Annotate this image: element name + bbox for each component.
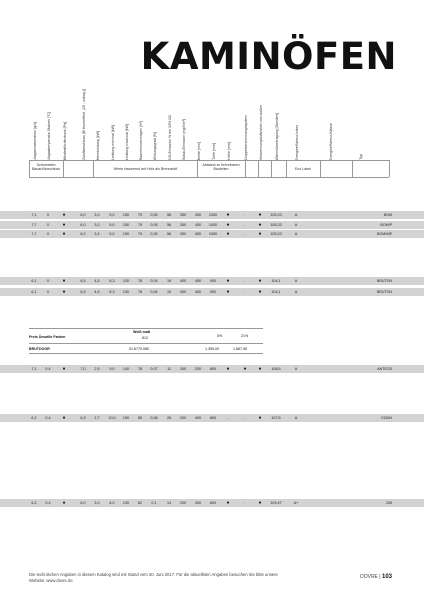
table-cell: 200: [179, 367, 187, 371]
table-cell: 450: [194, 290, 202, 294]
table-cell: 1000: [208, 223, 218, 227]
table-cell: A: [294, 279, 298, 283]
column-header-label: CO-Emission % bei 13% O2: [168, 114, 172, 160]
model-name: BOM/P: [380, 223, 392, 227]
table-cell: -: [244, 213, 246, 217]
page-number: [360, 574, 392, 580]
table-row: [0, 230, 424, 238]
table-cell: 6,2: [31, 416, 37, 420]
table-cell: 7,7: [31, 232, 37, 236]
footer-line-2: Website: www.dovre.de: [29, 578, 73, 584]
price-table-rule-mid: [29, 343, 263, 344]
table-cell: 79: [137, 223, 143, 227]
table-cell: 0: [46, 213, 50, 217]
table-cell: ●: [226, 500, 230, 506]
footer-note: [29, 572, 278, 584]
table-row: [0, 277, 424, 285]
table-cell: 14: [166, 501, 172, 505]
table-cell: 0: [46, 290, 50, 294]
column-header: [326, 88, 339, 160]
table-cell: 4,5: [94, 279, 100, 283]
table-cell: A: [294, 290, 298, 294]
table-cell: 400: [194, 416, 202, 420]
column-header: [356, 88, 369, 160]
table-cell: 6,5: [80, 279, 86, 283]
table-cell: 0,05: [150, 223, 158, 227]
column-header-label: Energieeffizienz-Klasse: [329, 122, 333, 160]
table-cell: 7,7: [31, 223, 37, 227]
table-cell: A: [294, 213, 298, 217]
column-header-label: Abgastemperatur Stutzen [°C]: [47, 112, 51, 160]
table-row: [0, 221, 424, 229]
table-cell: 105,33: [270, 223, 282, 227]
table-row: [0, 414, 424, 422]
model-name: BOM: [383, 213, 392, 217]
table-cell: ●: [258, 278, 262, 284]
table-cell: -: [244, 223, 246, 227]
table-cell: 80: [137, 416, 143, 420]
column-header-label: Leistung minimal [kW]: [111, 124, 115, 160]
header-top-rule: [29, 160, 389, 161]
model-name: ANTEOS: [377, 367, 392, 371]
table-cell: 105,33: [270, 213, 282, 217]
table-cell: 350: [179, 232, 187, 236]
column-header: [122, 88, 135, 160]
column-rule: [245, 160, 246, 177]
table-cell: 8,3: [109, 290, 115, 294]
table-cell: 350: [179, 213, 187, 217]
table-cell: -: [244, 290, 246, 294]
table-cell: ●: [258, 500, 262, 506]
column-header: [209, 88, 222, 160]
table-cell: 150: [122, 232, 130, 236]
column-header: [44, 88, 57, 160]
header-bottom-rule: [29, 177, 389, 178]
table-cell: 109,47: [270, 501, 282, 505]
table-cell: 108,5: [271, 367, 281, 371]
column-rule: [258, 160, 259, 177]
table-cell: 6,0: [80, 213, 86, 217]
column-header-label: Typ: [359, 154, 363, 160]
table-cell: 800: [209, 501, 217, 505]
price-table-row-code: 01.6770.080: [129, 347, 149, 351]
table-cell: A: [294, 367, 298, 371]
table-row: [0, 365, 424, 373]
column-header: [179, 88, 192, 160]
table-cell: ●: [258, 415, 262, 421]
table-cell: 56: [166, 232, 172, 236]
table-cell: 28: [166, 416, 172, 420]
price-table-row-model: BRUTDOOR: [29, 347, 50, 351]
table-cell: 6,9: [80, 416, 86, 420]
column-header-label: Leistung maximal [kW]: [125, 123, 129, 160]
page-brand: DOVRE: [360, 574, 378, 580]
table-cell: ●: [258, 222, 262, 228]
price-table-header-4: 21%: [241, 334, 249, 338]
table-cell: 3,0: [94, 213, 100, 217]
column-header-label: Mindestförderdruck [Pa]: [63, 121, 67, 160]
table-cell: ●: [258, 366, 262, 372]
table-cell: A: [294, 416, 298, 420]
table-cell: 6,5: [80, 290, 86, 294]
column-header-label: Breite [mm]: [197, 141, 201, 160]
table-cell: 0,4: [45, 501, 51, 505]
table-cell: 56: [166, 223, 172, 227]
table-cell: 6,1: [31, 290, 37, 294]
price-table-row-price1: 1.395,00: [205, 347, 219, 351]
column-rule: [389, 160, 390, 177]
column-header: [150, 88, 163, 160]
table-cell: 150: [122, 213, 130, 217]
table-cell: ●: [62, 366, 66, 372]
column-header-label: Staub-Emission [mg/Nm³]: [182, 119, 186, 160]
column-rule: [320, 160, 321, 177]
column-header-label: Tiefe [mm]: [212, 143, 216, 160]
table-cell: 7,1: [31, 213, 37, 217]
column-header-label: Nennleistung [kW]: [96, 130, 100, 160]
column-header: [60, 88, 73, 160]
column-header: [93, 88, 106, 160]
table-cell: 104,1: [271, 290, 281, 294]
table-cell: 79: [137, 213, 143, 217]
table-cell: 200: [179, 501, 187, 505]
price-table-row-price2: 1.687,95: [233, 347, 247, 351]
column-header-label: Abgasmassestrom [g/s]: [33, 122, 37, 160]
table-cell: 6,1: [31, 279, 37, 283]
table-cell: 0: [46, 279, 50, 283]
table-cell: ●: [258, 212, 262, 218]
table-cell: 1000: [208, 232, 218, 236]
page-number-value: 103: [381, 574, 392, 580]
table-cell: 0: [46, 223, 50, 227]
table-cell: 4,5: [94, 290, 100, 294]
subheader-abstand: Abstand zu brennbaren Bauteilen: [202, 163, 240, 172]
table-cell: ●: [62, 289, 66, 295]
column-header: [30, 88, 43, 160]
table-cell: 150: [122, 223, 130, 227]
table-cell: ●: [62, 212, 66, 218]
price-table-rule-bottom: [29, 353, 263, 354]
table-cell: 3,0: [94, 223, 100, 227]
table-cell: 800: [209, 416, 217, 420]
table-cell: 350: [179, 223, 187, 227]
table-cell: 82: [137, 501, 143, 505]
table-cell: 5,0: [109, 223, 115, 227]
table-cell: 78: [137, 279, 143, 283]
table-cell: 19: [166, 279, 172, 283]
table-cell: 78: [137, 367, 143, 371]
table-cell: 400: [179, 279, 187, 283]
subheader-brennstoff: Werte basierend auf Holz als Brennstoff: [113, 167, 178, 171]
table-cell: 107,5: [271, 416, 281, 420]
column-header: [292, 88, 305, 160]
table-cell: ●: [62, 231, 66, 237]
table-cell: ●: [226, 222, 230, 228]
column-header: [256, 88, 269, 160]
table-cell: 200: [179, 416, 187, 420]
table-cell: 104,1: [271, 279, 281, 283]
table-cell: 0,04: [150, 290, 158, 294]
table-cell: 800: [209, 367, 217, 371]
table-cell: ●: [226, 278, 230, 284]
table-cell: -: [244, 416, 246, 420]
price-table-header-3: 0%: [217, 334, 223, 338]
table-cell: 56: [166, 213, 172, 217]
table-cell: 11: [167, 367, 171, 371]
table-cell: 6,2: [31, 501, 37, 505]
table-cell: 8,0: [109, 501, 115, 505]
column-header: [79, 88, 92, 160]
table-cell: ●: [226, 212, 230, 218]
table-cell: -: [244, 501, 246, 505]
column-header: [241, 88, 254, 160]
table-cell: 400: [194, 501, 202, 505]
table-cell: 0,05: [150, 213, 158, 217]
column-rule: [352, 160, 353, 177]
table-row: [0, 499, 424, 507]
table-cell: 450: [194, 279, 202, 283]
table-cell: 3,4: [94, 232, 100, 236]
table-cell: 450: [194, 213, 202, 217]
model-name: 206: [386, 501, 392, 505]
table-cell: 130: [122, 290, 130, 294]
table-cell: 7,0: [80, 367, 86, 371]
table-cell: 105,33: [270, 232, 282, 236]
table-cell: A: [294, 232, 298, 236]
table-cell: 400: [179, 290, 187, 294]
column-header: [272, 88, 285, 160]
table-cell: -: [244, 279, 246, 283]
table-cell: 200: [194, 367, 202, 371]
footer-line-1: Die technischen Angaben in diesem Katalog sind mit Stand vom 30. Juni 2017. Für die aktuellsten Angaben besuchen Sie bitte unsere: [29, 572, 278, 577]
table-cell: 130: [122, 279, 130, 283]
table-cell: 0,07: [150, 367, 158, 371]
table-cell: 2,7: [94, 416, 100, 420]
price-table-rule-top: [29, 328, 263, 329]
table-row: [0, 288, 424, 296]
table-cell: A: [294, 223, 298, 227]
table-cell: ●: [62, 278, 66, 284]
model-name: BOM/WE: [377, 232, 392, 236]
column-header: [108, 88, 121, 160]
table-cell: 0,4: [45, 367, 51, 371]
table-cell: A+: [293, 501, 299, 505]
subheader-schornstein: Schornstein Bauart/Anschluss: [32, 163, 60, 172]
model-name: BRUTON: [376, 290, 392, 294]
table-cell: 130: [122, 501, 130, 505]
price-table-header-2a: Weiß matt: [133, 330, 151, 334]
table-cell: 900: [209, 290, 217, 294]
table-cell: 19: [166, 290, 172, 294]
column-header-label: Doppelverbrennungssystem: [244, 115, 248, 160]
column-header-label: Wärmeübertragung [Stunden]: [275, 112, 279, 160]
table-cell: 450: [194, 223, 202, 227]
table-cell: 6,0: [80, 223, 86, 227]
table-cell: 6,0: [80, 232, 86, 236]
table-cell: 150: [122, 416, 130, 420]
table-cell: 8,3: [109, 279, 115, 283]
table-cell: ●: [243, 366, 247, 372]
table-cell: 78: [137, 290, 143, 294]
column-header-label: Verbrennungsluftzufuhr von außen: [259, 104, 263, 160]
table-cell: 9,0: [109, 367, 115, 371]
table-cell: -: [227, 416, 229, 420]
model-name: EZ694: [381, 416, 392, 420]
table-cell: -: [244, 232, 246, 236]
model-name: BRUTON: [376, 279, 392, 283]
column-header-label: Wirkungsgrad [%]: [153, 131, 157, 160]
page-sep: |: [379, 574, 381, 580]
table-cell: 0,05: [150, 232, 158, 236]
table-cell: 0,04: [150, 279, 158, 283]
table-cell: ●: [62, 500, 66, 506]
column-header-label: Höhe [mm]: [227, 142, 231, 160]
column-header-label: Zuluftanschluss [Ø Hocheffekt. (25 - notwg.)]: [82, 88, 86, 160]
table-cell: ●: [226, 366, 230, 372]
column-header: [224, 88, 237, 160]
table-cell: ●: [258, 231, 262, 237]
table-cell: 7,1: [31, 367, 37, 371]
column-header-label: Raumheizvermögen [m³]: [139, 120, 143, 160]
column-header: [194, 88, 207, 160]
table-cell: 10,0: [108, 416, 116, 420]
table-cell: 0,08: [150, 416, 158, 420]
table-cell: 79: [137, 232, 143, 236]
table-cell: 0,4: [45, 416, 51, 420]
table-cell: 2,5: [94, 367, 100, 371]
table-cell: 140: [122, 367, 130, 371]
column-header-label: Energieeffizienz-Index: [295, 124, 299, 160]
table-cell: ●: [226, 289, 230, 295]
table-row: [0, 211, 424, 219]
table-cell: ●: [258, 289, 262, 295]
subheader-ecolabel: Eco Label: [295, 167, 311, 171]
table-cell: 5,0: [109, 232, 115, 236]
table-cell: ●: [62, 222, 66, 228]
table-cell: 900: [209, 279, 217, 283]
table-cell: ●: [226, 231, 230, 237]
price-table-header-2b: 812: [142, 336, 148, 340]
table-cell: 1000: [208, 213, 218, 217]
table-cell: 5,0: [109, 213, 115, 217]
table-cell: 0,1: [151, 501, 157, 505]
column-rule: [271, 160, 272, 177]
table-cell: ●: [62, 415, 66, 421]
column-rule: [63, 160, 64, 177]
table-cell: 3,0: [94, 501, 100, 505]
table-cell: 0: [46, 232, 50, 236]
price-table-header-1: Preis Ümwille Farben: [29, 335, 66, 339]
column-header: [136, 88, 149, 160]
page-title: KAMINÖFEN: [140, 35, 397, 78]
column-header: [165, 88, 178, 160]
table-cell: 450: [194, 232, 202, 236]
table-cell: 6,0: [80, 501, 86, 505]
